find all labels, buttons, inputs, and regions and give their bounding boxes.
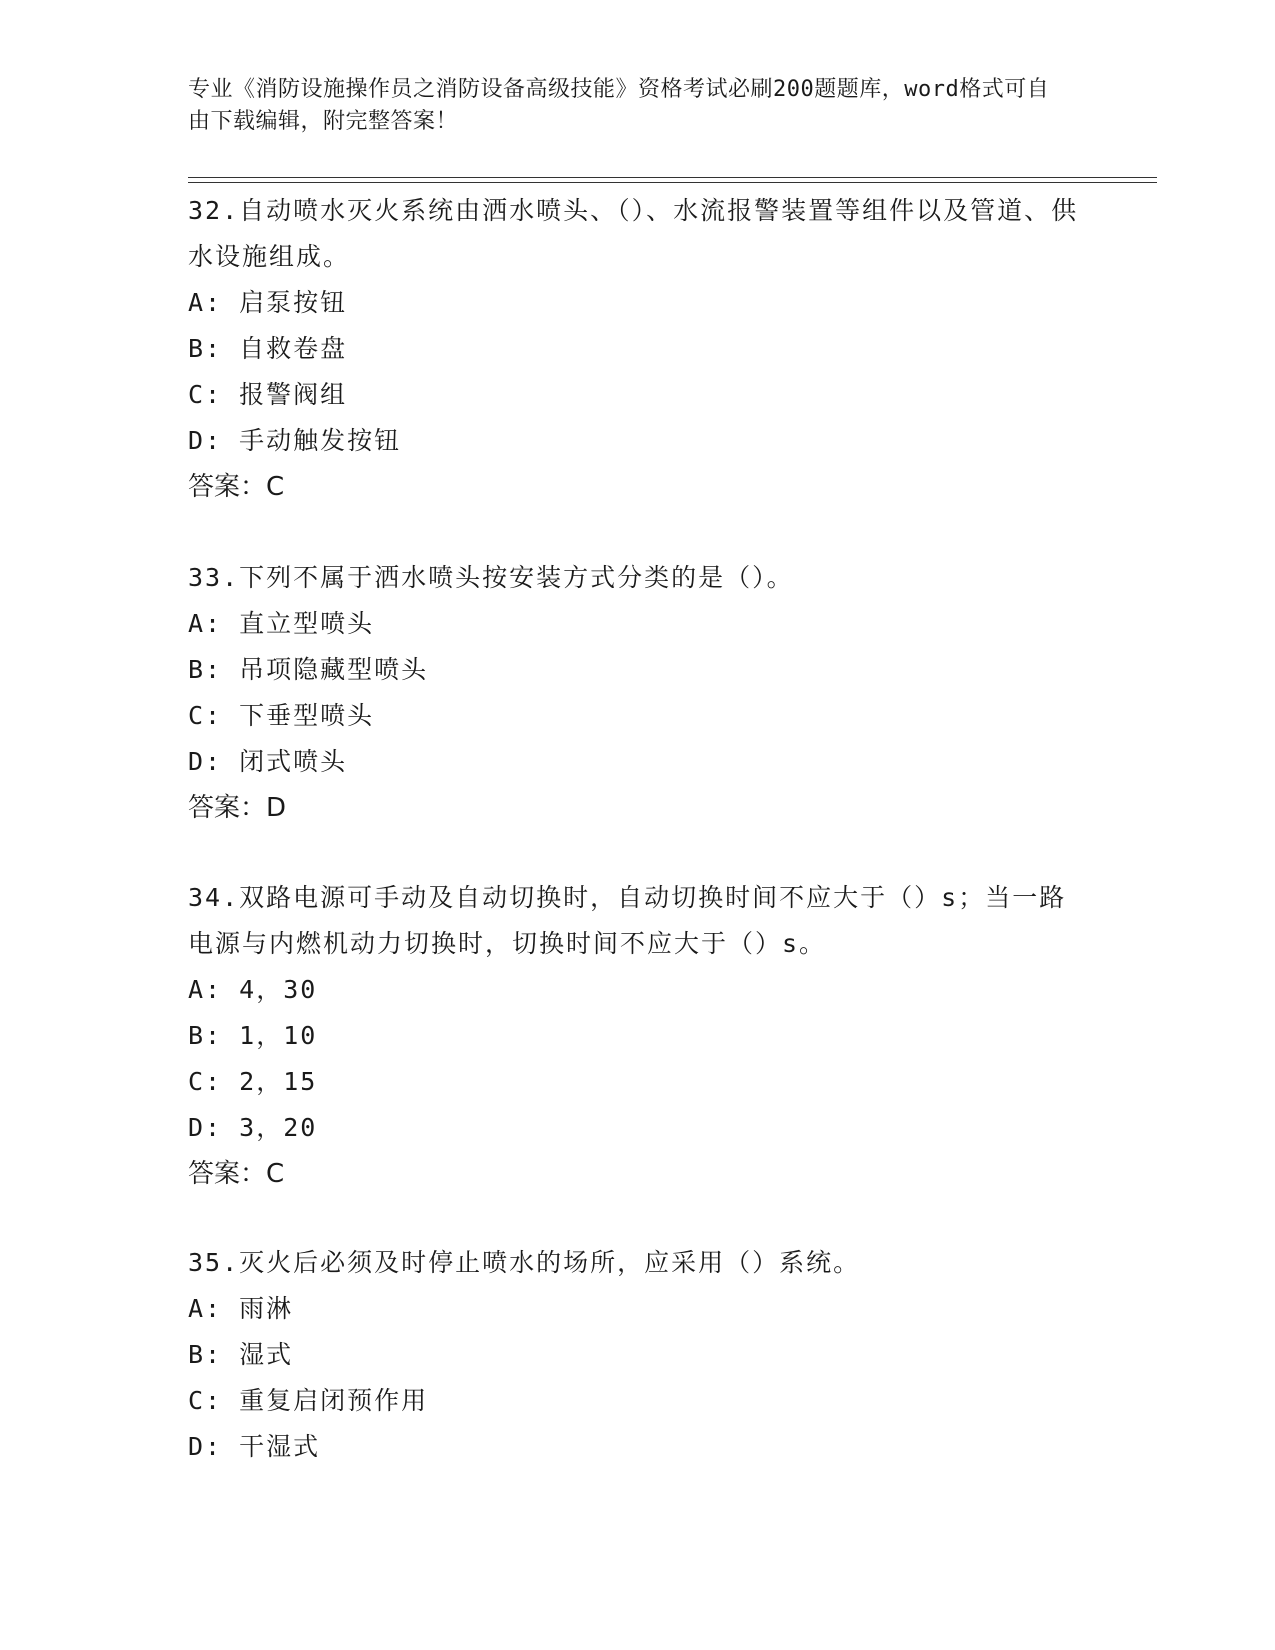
question-35: [188, 1240, 1088, 1470]
option-c: [188, 372, 1088, 418]
header-divider-top: [188, 177, 1157, 178]
answer-line: 答案：D: [188, 793, 287, 823]
option-letter: C:: [188, 701, 223, 730]
option-text: 手动触发按钮: [239, 426, 402, 455]
option-text: 报警阀组: [239, 380, 348, 409]
option-a: [188, 1286, 1088, 1332]
option-text: 吊项隐藏型喷头: [239, 655, 429, 684]
document-header: 专业《消防设施操作员之消防设备高级技能》资格考试必刷200题题库，word格式可自由下载编辑，附完整答案！: [188, 77, 1050, 134]
option-text: 启泵按钮: [239, 288, 348, 317]
option-text: 4，30: [239, 975, 318, 1004]
question-stem: 34.双路电源可手动及自动切换时，自动切换时间不应大于（）s；当一路电源与内燃机动力切换时，切换时间不应大于（）s。: [188, 883, 1067, 958]
option-text: 直立型喷头: [239, 609, 375, 638]
option-letter: B:: [188, 655, 223, 684]
option-d: [188, 418, 1088, 464]
question-34: [188, 875, 1088, 1197]
option-letter: D:: [188, 1432, 223, 1461]
option-a: [188, 967, 1088, 1013]
question-33: [188, 555, 1088, 831]
option-letter: A:: [188, 975, 223, 1004]
option-d: [188, 739, 1088, 785]
option-letter: C:: [188, 1067, 223, 1096]
option-letter: D:: [188, 1113, 223, 1142]
question-stem: 33.下列不属于洒水喷头按安装方式分类的是（）。: [188, 563, 794, 592]
option-text: 下垂型喷头: [239, 701, 375, 730]
option-b: [188, 1332, 1088, 1378]
option-c: [188, 693, 1088, 739]
option-b: [188, 326, 1088, 372]
question-stem: 35.灭火后必须及时停止喷水的场所，应采用（）系统。: [188, 1248, 861, 1277]
option-letter: B:: [188, 334, 223, 363]
option-c: [188, 1059, 1088, 1105]
option-letter: B:: [188, 1021, 223, 1050]
option-letter: D:: [188, 426, 223, 455]
option-text: 重复启闭预作用: [239, 1386, 429, 1415]
answer-line: 答案：C: [188, 1159, 285, 1189]
option-d: [188, 1105, 1088, 1151]
option-c: [188, 1378, 1088, 1424]
option-letter: A:: [188, 1294, 223, 1323]
question-32: [188, 188, 1088, 510]
option-letter: A:: [188, 609, 223, 638]
option-a: [188, 280, 1088, 326]
option-letter: A:: [188, 288, 223, 317]
option-text: 2，15: [239, 1067, 318, 1096]
option-text: 雨淋: [239, 1294, 294, 1323]
header-divider-bottom: [188, 182, 1157, 183]
option-text: 干湿式: [239, 1432, 321, 1461]
option-letter: C:: [188, 380, 223, 409]
option-a: [188, 601, 1088, 647]
option-text: 3，20: [239, 1113, 318, 1142]
option-text: 湿式: [239, 1340, 294, 1369]
option-b: [188, 647, 1088, 693]
question-stem: 32.自动喷水灭火系统由洒水喷头、（）、水流报警装置等组件以及管道、供水设施组成。: [188, 196, 1079, 271]
option-letter: B:: [188, 1340, 223, 1369]
option-letter: C:: [188, 1386, 223, 1415]
option-letter: D:: [188, 747, 223, 776]
option-d: [188, 1424, 1088, 1470]
answer-line: 答案：C: [188, 472, 285, 502]
option-text: 1，10: [239, 1021, 318, 1050]
option-text: 闭式喷头: [239, 747, 348, 776]
option-text: 自救卷盘: [239, 334, 348, 363]
option-b: [188, 1013, 1088, 1059]
